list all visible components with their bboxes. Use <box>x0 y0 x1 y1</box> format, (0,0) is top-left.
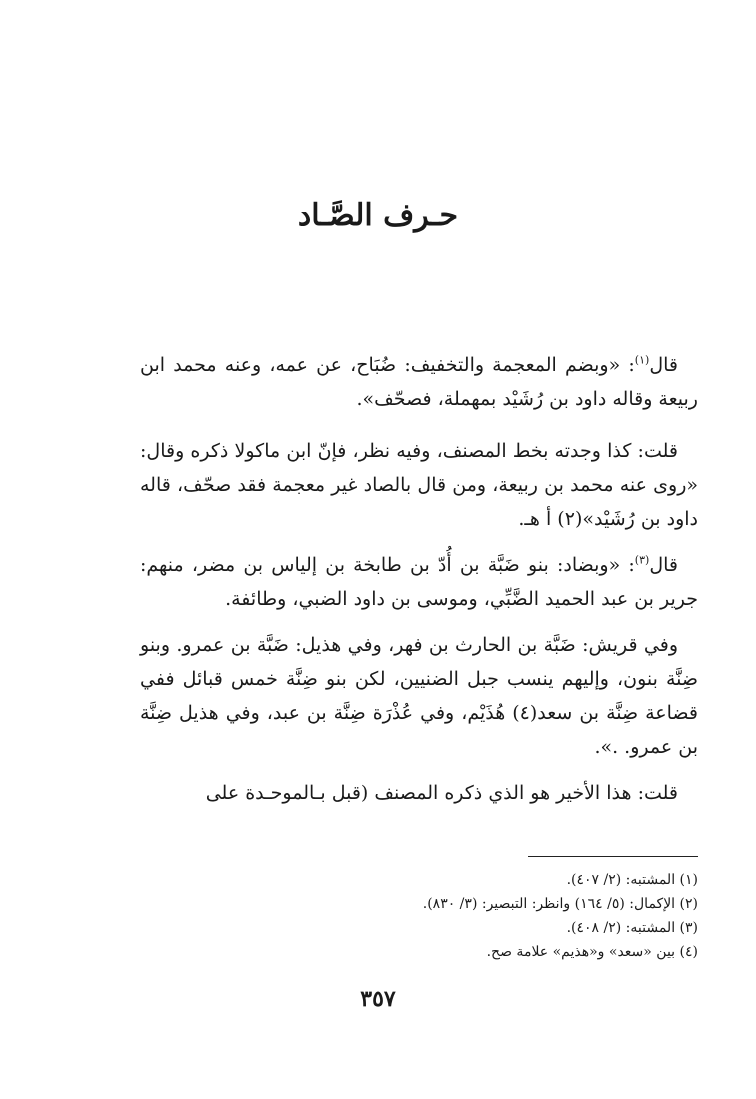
main-text <box>140 348 698 822</box>
paragraph-4 <box>140 628 698 764</box>
footnotes <box>140 868 698 964</box>
paragraph-5 <box>140 776 698 810</box>
footnote-divider <box>528 856 698 857</box>
page-number: ٣٥٧ <box>360 986 396 1012</box>
footnote-ref-1: (١) <box>634 353 650 367</box>
footnote-4: (٤) بين «سعد» و«هذيم» علامة صح. <box>486 944 698 960</box>
footnote-2: (٢) الإكمال: (٥/ ١٦٤) وانظر: التبصير: (٣/ ٨٣٠). <box>422 896 698 912</box>
paragraph-2-text: قلت: كذا وجدته بخط المصنف، وفيه نظر، فإنّ ابن ماكولا ذكره وقال: «روى عنه محمد بن ربيعة، ومن قال بالصاد غير معجمة فقد صحّف، قاله داود بن رُشَيْد»(٢) أ هـ. <box>140 440 698 530</box>
footnote-ref-3: (٣) <box>634 553 650 567</box>
chapter-title: حـرف الصَّـاد <box>297 198 459 233</box>
paragraph-4-text: وفي قريش: ضَبَّة بن الحارث بن فهر، وفي هذيل: ضَبَّة بن عمرو. وبنو ضِنَّة بنون، وإليهم ينسب جبل الضنيين، لكن بنو ضِنَّة خمس قبائل ففي قضاعة ضِنَّة بن سعد(٤) هُذَيْم، وفي عُذْرَة ضِنَّة بن عبد، وفي هذيل ضِنَّة بن عمرو. .». <box>140 634 698 758</box>
paragraph-5-text: قلت: هذا الأخير هو الذي ذكره المصنف (قبل بـالموحـدة على <box>205 782 678 804</box>
paragraph-3 <box>140 548 698 616</box>
paragraph-1-lead: قال <box>649 354 678 376</box>
paragraph-2 <box>140 434 698 536</box>
paragraph-1 <box>140 348 698 416</box>
paragraph-3-lead: قال <box>649 554 678 576</box>
footnote-3: (٣) المشتبه: (٢/ ٤٠٨). <box>566 920 698 936</box>
paragraph-3-text: : «وبضاد: بنو ضَبَّة بن أُدّ بن طابخة بن إلياس بن مضر، منهم: جرير بن عبد الحميد الضَّبِّي، وموسى بن داود الضبي، وطائفة. <box>140 554 698 610</box>
footnote-1: (١) المشتبه: (٢/ ٤٠٧). <box>566 872 698 888</box>
paragraph-1-text: : «وبضم المعجمة والتخفيف: ضُبَاح، عن عمه، وعنه محمد ابن ربيعة وقاله داود بن رُشَيْد بمهملة، فصحّف». <box>140 354 698 410</box>
